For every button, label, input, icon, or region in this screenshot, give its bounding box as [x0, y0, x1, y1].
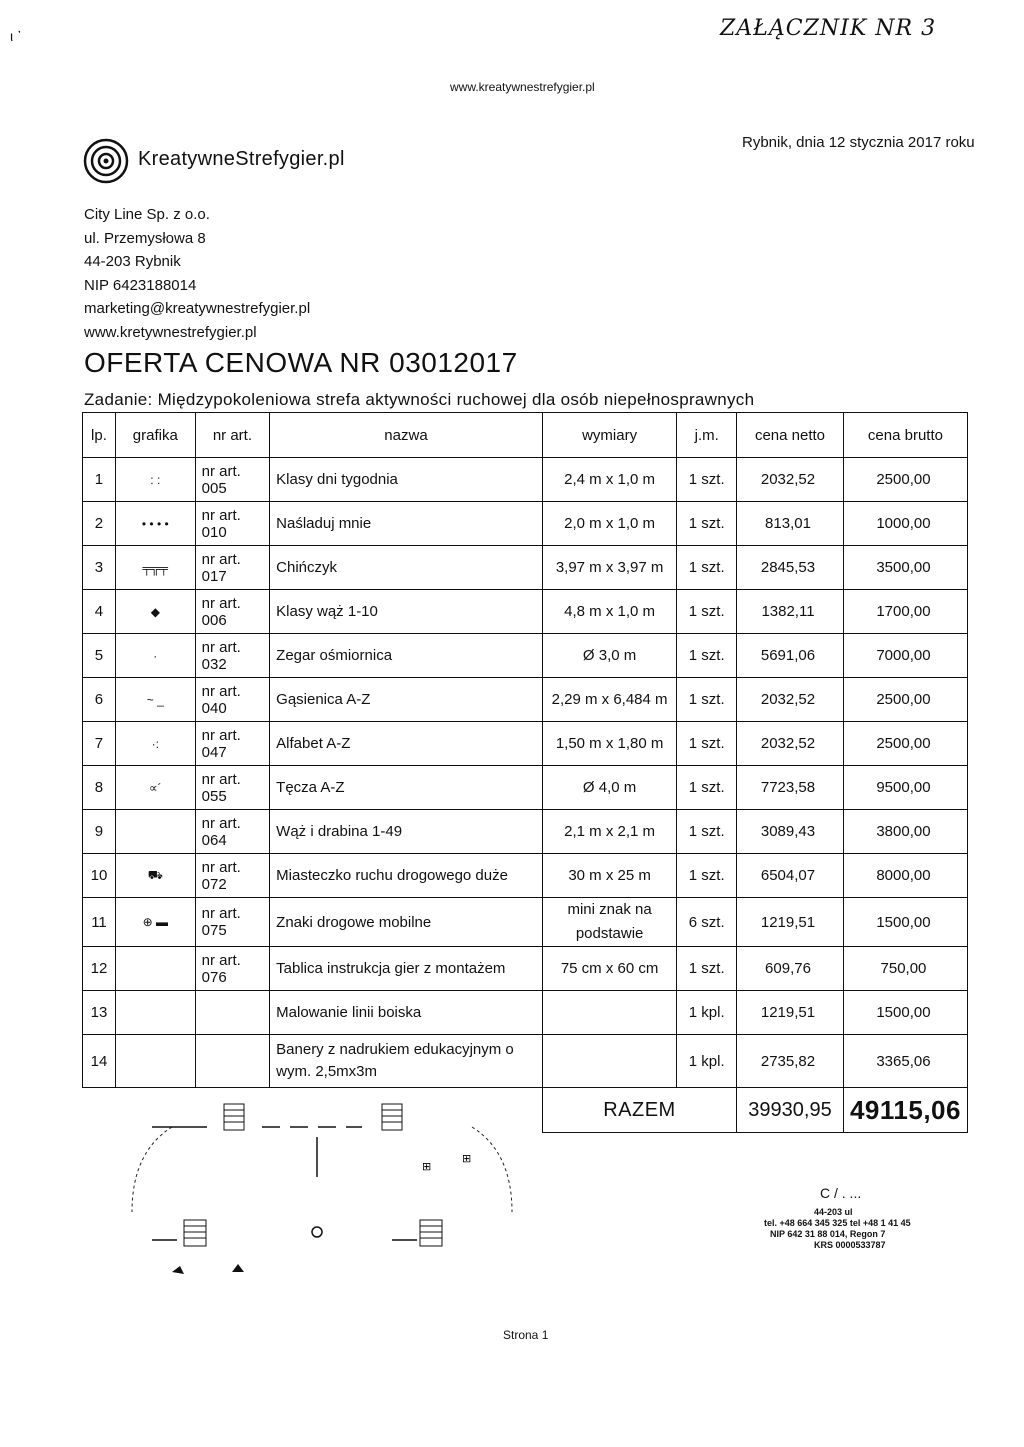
row-netto: 2845,53 [737, 546, 844, 590]
company-address [84, 203, 310, 344]
row-nazwa: Gąsienica A-Z [270, 678, 543, 722]
place-date: Rybnik, dnia 12 stycznia 2017 roku [742, 134, 975, 151]
stamp-line-2: 44-203 ul [814, 1207, 853, 1217]
scan-mark: ι ᾿ [10, 28, 22, 44]
table-row [83, 678, 968, 722]
row-jm: 1 szt. [677, 502, 737, 546]
row-jm: 1 szt. [677, 722, 737, 766]
row-jm: 1 szt. [677, 590, 737, 634]
row-wymiary: 2,4 m x 1,0 m [542, 458, 677, 502]
row-lp: 10 [83, 854, 116, 898]
row-grafika-icon: ╤╦╤ [115, 546, 195, 590]
row-nazwa: Klasy wąż 1-10 [270, 590, 543, 634]
row-wymiary: 3,97 m x 3,97 m [542, 546, 677, 590]
row-lp: 9 [83, 810, 116, 854]
header-grafika: grafika [115, 413, 195, 458]
summary-brutto: 49115,06 [843, 1088, 967, 1133]
company-city: 44-203 Rybnik [84, 253, 181, 270]
row-netto: 6504,07 [737, 854, 844, 898]
row-nr-art: nr art. 017 [195, 546, 270, 590]
row-netto: 3089,43 [737, 810, 844, 854]
row-lp: 1 [83, 458, 116, 502]
table-header-row [83, 413, 968, 458]
row-grafika-icon: · [115, 634, 195, 678]
table-row [83, 546, 968, 590]
row-netto: 1219,51 [737, 991, 844, 1035]
row-nr-art: nr art. 032 [195, 634, 270, 678]
row-netto: 2032,52 [737, 722, 844, 766]
row-lp: 12 [83, 947, 116, 991]
row-grafika-icon: ⛟ [115, 854, 195, 898]
row-jm: 1 szt. [677, 678, 737, 722]
row-nazwa: Alfabet A-Z [270, 722, 543, 766]
table-row [83, 502, 968, 546]
row-nr-art: nr art. 055 [195, 766, 270, 810]
table-row [83, 810, 968, 854]
summary-netto: 39930,95 [737, 1088, 844, 1133]
stamp-line-3: tel. +48 664 345 325 tel +48 1 41 45 [764, 1218, 911, 1228]
stamp-line-4: NIP 642 31 88 014, Regon 7 [770, 1229, 886, 1239]
handwritten-attachment-note: ZAŁĄCZNIK NR 3 [720, 16, 937, 41]
row-lp: 3 [83, 546, 116, 590]
header-netto: cena netto [737, 413, 844, 458]
summary-label: RAZEM [542, 1088, 736, 1133]
row-wymiary [542, 1035, 677, 1088]
row-jm: 1 kpl. [677, 991, 737, 1035]
row-wymiary: 75 cm x 60 cm [542, 947, 677, 991]
row-nr-art: nr art. 072 [195, 854, 270, 898]
row-nr-art: nr art. 005 [195, 458, 270, 502]
row-grafika-icon: ∝´ [115, 766, 195, 810]
table-row [83, 991, 968, 1035]
row-brutto: 750,00 [843, 947, 967, 991]
row-wymiary: 2,1 m x 2,1 m [542, 810, 677, 854]
row-netto: 2735,82 [737, 1035, 844, 1088]
row-nr-art [195, 991, 270, 1035]
row-brutto: 1000,00 [843, 502, 967, 546]
row-nazwa: Naśladuj mnie [270, 502, 543, 546]
row-grafika-icon: ~ _ [115, 678, 195, 722]
table-row [83, 898, 968, 947]
row-grafika-icon: • • • • [115, 502, 195, 546]
row-jm: 6 szt. [677, 898, 737, 947]
company-www: www.kretywnestrefygier.pl [84, 323, 257, 341]
website-header: www.kreatywnestrefygier.pl [450, 80, 595, 94]
row-brutto: 2500,00 [843, 458, 967, 502]
row-brutto: 9500,00 [843, 766, 967, 810]
row-nazwa: Tablica instrukcja gier z montażem [270, 947, 543, 991]
row-nr-art: nr art. 010 [195, 502, 270, 546]
row-lp: 5 [83, 634, 116, 678]
row-lp: 14 [83, 1035, 116, 1088]
row-netto: 1382,11 [737, 590, 844, 634]
playground-sketch-image [112, 1092, 532, 1282]
header-wymiary: wymiary [542, 413, 677, 458]
row-netto: 1219,51 [737, 898, 844, 947]
row-netto: 609,76 [737, 947, 844, 991]
row-nazwa: Tęcza A-Z [270, 766, 543, 810]
row-nazwa: Znaki drogowe mobilne [270, 898, 543, 947]
row-wymiary: 1,50 m x 1,80 m [542, 722, 677, 766]
row-nr-art: nr art. 064 [195, 810, 270, 854]
header-brutto: cena brutto [843, 413, 967, 458]
row-nr-art [195, 1035, 270, 1088]
row-wymiary: 2,29 m x 6,484 m [542, 678, 677, 722]
logo-target-icon [83, 138, 129, 184]
row-jm: 1 szt. [677, 947, 737, 991]
stamp-line-5: KRS 0000533787 [814, 1240, 886, 1250]
table-row [83, 458, 968, 502]
row-lp: 11 [83, 898, 116, 947]
table-row [83, 634, 968, 678]
task-description: Zadanie: Międzypokoleniowa strefa aktywności ruchowej dla osób niepełnosprawnych [84, 390, 755, 409]
offer-title: OFERTA CENOWA NR 03012017 [84, 347, 518, 378]
svg-text:⊞: ⊞ [422, 1160, 432, 1173]
row-lp: 8 [83, 766, 116, 810]
company-stamp [764, 1185, 964, 1251]
logo-text: KreatywneStrefygier.pl [138, 148, 345, 170]
row-wymiary: 2,0 m x 1,0 m [542, 502, 677, 546]
row-netto: 5691,06 [737, 634, 844, 678]
row-lp: 7 [83, 722, 116, 766]
row-brutto: 2500,00 [843, 678, 967, 722]
company-nip: NIP 6423188014 [84, 276, 197, 294]
row-jm: 1 kpl. [677, 1035, 737, 1088]
company-name: City Line Sp. z o.o. [84, 206, 210, 223]
row-grafika-icon: ◆ [115, 590, 195, 634]
stamp-line-1: C / . ... [820, 1185, 862, 1201]
row-brutto: 2500,00 [843, 722, 967, 766]
row-jm: 1 szt. [677, 458, 737, 502]
row-grafika-icon: ·: [115, 722, 195, 766]
row-nazwa: Banery z nadrukiem edukacyjnym o wym. 2,5mx3m [270, 1035, 543, 1088]
row-nr-art: nr art. 075 [195, 898, 270, 947]
row-nazwa: Chińczyk [270, 546, 543, 590]
row-nazwa: Klasy dni tygodnia [270, 458, 543, 502]
row-jm: 1 szt. [677, 546, 737, 590]
row-jm: 1 szt. [677, 634, 737, 678]
company-email: marketing@kreatywnestrefygier.pl [84, 300, 311, 317]
row-jm: 1 szt. [677, 766, 737, 810]
row-wymiary [542, 991, 677, 1035]
row-grafika-icon: : : [115, 458, 195, 502]
row-netto: 813,01 [737, 502, 844, 546]
row-brutto: 3365,06 [843, 1035, 967, 1088]
row-wymiary: 30 m x 25 m [542, 854, 677, 898]
row-grafika-icon [115, 947, 195, 991]
row-grafika-icon [115, 991, 195, 1035]
row-grafika-icon: ⊕ ▬ [115, 898, 195, 947]
row-brutto: 1700,00 [843, 590, 967, 634]
row-brutto: 1500,00 [843, 898, 967, 947]
row-netto: 2032,52 [737, 458, 844, 502]
row-brutto: 1500,00 [843, 991, 967, 1035]
row-wymiary: 4,8 m x 1,0 m [542, 590, 677, 634]
row-netto: 2032,52 [737, 678, 844, 722]
table-row [83, 947, 968, 991]
row-grafika-icon [115, 1035, 195, 1088]
header-nr-art: nr art. [195, 413, 270, 458]
header-jm: j.m. [677, 413, 737, 458]
row-brutto: 7000,00 [843, 634, 967, 678]
row-nr-art: nr art. 040 [195, 678, 270, 722]
svg-text:⊞: ⊞ [462, 1152, 472, 1165]
row-lp: 4 [83, 590, 116, 634]
row-brutto: 8000,00 [843, 854, 967, 898]
row-nr-art: nr art. 076 [195, 947, 270, 991]
row-lp: 13 [83, 991, 116, 1035]
row-lp: 6 [83, 678, 116, 722]
row-brutto: 3800,00 [843, 810, 967, 854]
row-wymiary: Ø 4,0 m [542, 766, 677, 810]
header-nazwa: nazwa [270, 413, 543, 458]
row-nr-art: nr art. 006 [195, 590, 270, 634]
row-lp: 2 [83, 502, 116, 546]
table-row [83, 590, 968, 634]
row-nazwa: Zegar ośmiornica [270, 634, 543, 678]
table-row [83, 766, 968, 810]
row-netto: 7723,58 [737, 766, 844, 810]
row-nazwa: Miasteczko ruchu drogowego duże [270, 854, 543, 898]
row-nr-art: nr art. 047 [195, 722, 270, 766]
table-row [83, 1035, 968, 1088]
offer-table [82, 412, 968, 1133]
row-nazwa: Malowanie linii boiska [270, 991, 543, 1035]
header-lp: lp. [83, 413, 116, 458]
row-jm: 1 szt. [677, 810, 737, 854]
row-brutto: 3500,00 [843, 546, 967, 590]
row-wymiary: mini znak na podstawie [542, 898, 677, 947]
row-nazwa: Wąż i drabina 1-49 [270, 810, 543, 854]
row-jm: 1 szt. [677, 854, 737, 898]
row-wymiary: Ø 3,0 m [542, 634, 677, 678]
row-grafika-icon [115, 810, 195, 854]
company-street: ul. Przemysłowa 8 [84, 229, 206, 247]
table-row [83, 854, 968, 898]
table-row [83, 722, 968, 766]
page-footer: Strona 1 [503, 1328, 549, 1342]
